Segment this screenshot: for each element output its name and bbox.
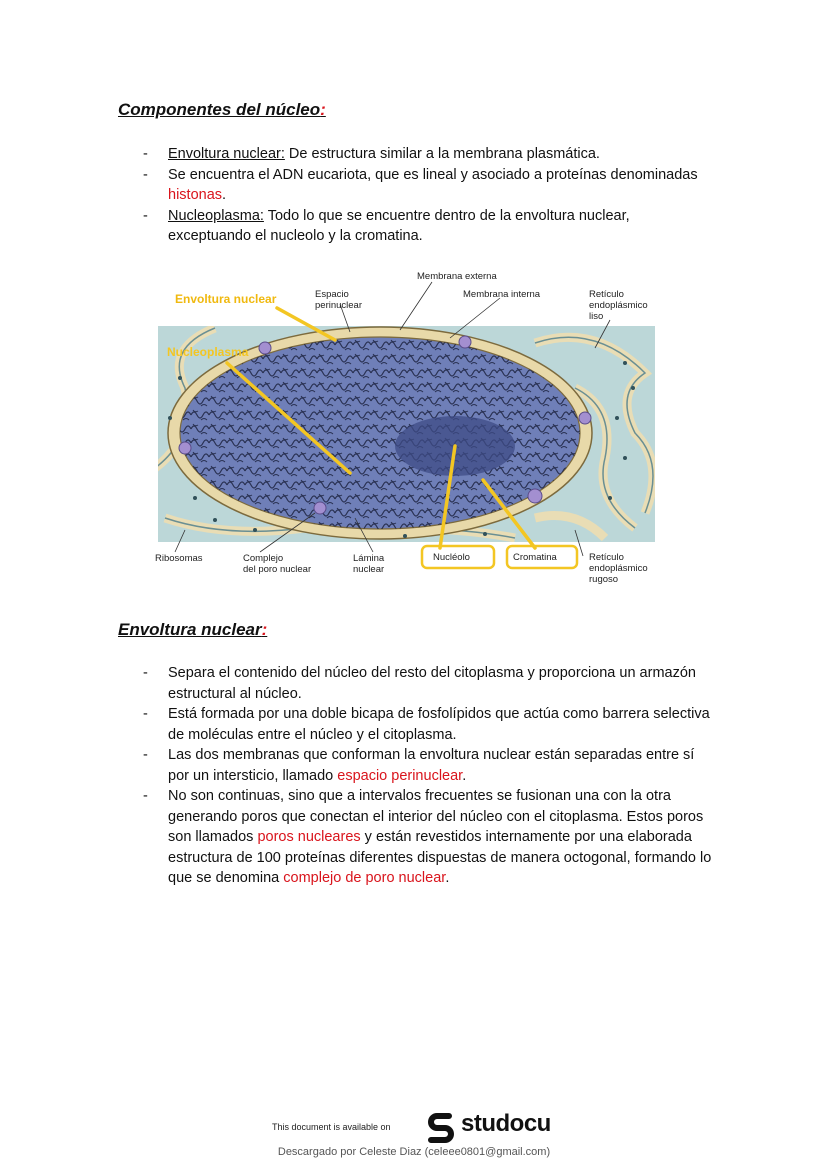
label-envoltura-nuclear: Envoltura nuclear	[175, 292, 277, 306]
label-lamina-nuclear-2: nuclear	[353, 564, 385, 575]
item-text: De estructura similar a la membrana plasmática.	[284, 146, 600, 162]
label-reticulo-rugoso-3: rugoso	[589, 574, 619, 585]
section-heading-envoltura	[118, 620, 267, 640]
term-envoltura: Envoltura nuclear:	[168, 146, 285, 162]
nucleus-diagram	[155, 268, 675, 590]
label-lamina-nuclear: Lámina	[353, 553, 385, 564]
label-reticulo-rugoso: Retículo	[589, 552, 624, 563]
footer-available-text: This document is available on	[272, 1122, 391, 1132]
label-membrana-externa: Membrana externa	[417, 271, 497, 282]
label-nucleoplasma: Nucleoplasma	[167, 345, 249, 359]
label-nucleolo: Nucléolo	[433, 552, 470, 563]
footer-downloaded-by: Descargado por Celeste Diaz (celeee0801@gmail.com)	[277, 1146, 551, 1158]
label-reticulo-rugoso-2: endoplásmico	[589, 563, 648, 574]
label-complejo-poro: Complejo	[243, 553, 284, 564]
label-cromatina: Cromatina	[513, 552, 557, 563]
studocu-brand-link[interactable]: studocu	[461, 1110, 551, 1137]
list-item: - Se encuentra el ADN eucariota, que es lineal y asociado a proteínas denominadas histonas.	[143, 166, 698, 203]
section-heading-componentes	[118, 100, 326, 120]
chromatin-texture	[180, 337, 580, 529]
components-list	[143, 144, 713, 247]
label-membrana-interna: Membrana interna	[463, 289, 541, 300]
label-ribosomas: Ribosomas	[155, 553, 203, 564]
label-reticulo-liso-2: endoplásmico	[589, 300, 648, 311]
item-text: Las dos membranas que conforman la envoltura nuclear están separadas entre sí por un intersticio, llamado	[168, 747, 695, 784]
list-item: - Separa el contenido del núcleo del resto del citoplasma y proporciona un armazón estructural al núcleo.	[143, 665, 696, 702]
label-reticulo-liso: Retículo	[589, 289, 624, 300]
label-espacio-perinuclear-2: perinuclear	[315, 300, 362, 311]
item-text: y están revestidos internamente por una elaborada estructura de 100 proteínas diferentes dispuestas de manera octogonal, formando lo que se denomina	[168, 829, 712, 886]
highlight-complejo-poro: complejo de poro nuclear	[283, 870, 446, 886]
label-complejo-poro-2: del poro nuclear	[243, 564, 312, 575]
label-espacio-perinuclear: Espacio	[315, 289, 349, 300]
heading-text: Envoltura nuclear	[118, 620, 262, 639]
item-text: Está formada por una doble bicapa de fosfolípidos que actúa como barrera selectiva de moléculas entre el núcleo y el citoplasma.	[168, 706, 710, 743]
item-text: .	[445, 870, 450, 886]
heading-text: Componentes del núcleo	[118, 100, 321, 119]
term-nucleoplasma: Nucleoplasma:	[168, 207, 264, 224]
item-text: No son continuas, sino que a intervalos frecuentes se fusionan una con la otra generando poros que conectan el interior del núcleo con el citoplasma. Estos poros son llamados	[168, 788, 704, 845]
envelope-list	[143, 663, 713, 889]
item-text: Separa el contenido del núcleo del resto del citoplasma y proporciona un armazón estructural al núcleo.	[168, 665, 696, 702]
list-item: - Está formada por una doble bicapa de fosfolípidos que actúa como barrera selectiva de moléculas entre el núcleo y el citoplasma.	[143, 706, 710, 743]
highlight-poros-nucleares: poros nucleares	[257, 829, 361, 845]
item-text: Todo lo que se encuentre dentro de la envoltura nuclear, exceptuando el nucleolo y la cromatina.	[168, 207, 630, 244]
list-item: - Las dos membranas que conforman la envoltura nuclear están separadas entre sí por un intersticio, llamado espacio perinuclear.	[143, 747, 695, 784]
studocu-logo-icon[interactable]	[425, 1110, 457, 1144]
heading-colon: :	[261, 620, 268, 639]
label-reticulo-liso-3: liso	[589, 311, 604, 322]
heading-colon: :	[320, 100, 326, 119]
item-text: Se encuentra el ADN eucariota, que es lineal y asociado a proteínas denominadas	[168, 166, 698, 183]
item-text: .	[222, 187, 227, 203]
list-item: - Envoltura nuclear: De estructura similar a la membrana plasmática.	[143, 146, 600, 162]
list-item: - No son continuas, sino que a intervalos frecuentes se fusionan una con la otra generando poros que conectan el interior del núcleo con el citoplasma. Estos poros son llamados poros nucleares y están revestidos internamente por una elaborada estructura de 100 proteínas diferentes dispuestas de manera octogonal, formando lo que se denomina complejo de poro nuclear.	[143, 788, 712, 886]
highlight-histonas: histonas	[168, 187, 223, 203]
list-item: - Nucleoplasma: Todo lo que se encuentre dentro de la envoltura nuclear, exceptuando el nucleolo y la cromatina.	[143, 207, 630, 244]
highlight-espacio-perinuclear: espacio perinuclear	[337, 767, 463, 784]
item-text: .	[462, 767, 467, 784]
